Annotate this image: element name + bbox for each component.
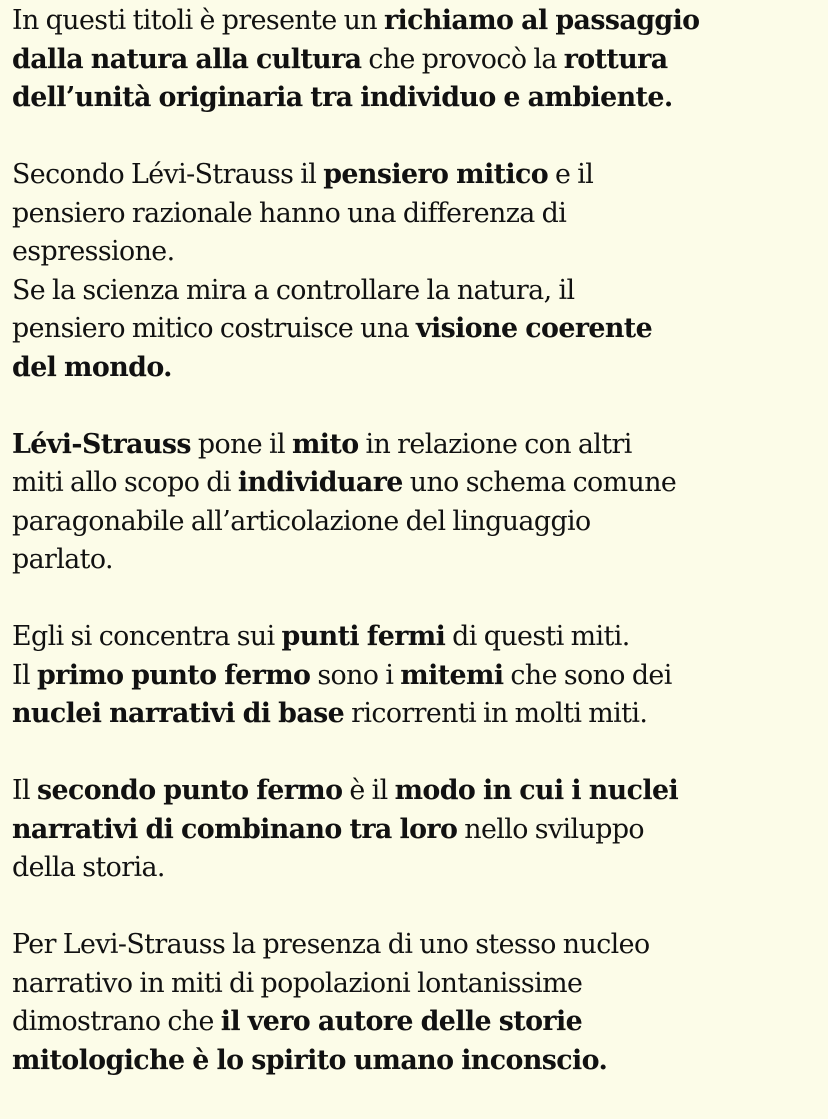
text-segment: che provocò la — [361, 43, 564, 75]
text-segment: narrativo in miti di popolazioni lontanissime — [12, 967, 583, 999]
text-line — [12, 811, 816, 850]
text-line — [12, 349, 816, 388]
bold-text: mito — [291, 428, 359, 460]
text-segment: sono i — [310, 659, 401, 691]
bold-text: punti fermi — [281, 621, 446, 652]
text-segment: parlato. — [12, 544, 113, 575]
bold-text: Lévi-Strauss — [12, 428, 191, 460]
bold-text: visione coerente — [415, 313, 653, 344]
text-segment: pensiero razionale hanno una differenza di — [12, 197, 567, 229]
text-line — [12, 965, 816, 1004]
text-segment: Se la scienza mira a controllare la natura, il — [12, 274, 575, 306]
text-line — [12, 541, 816, 580]
text-line — [12, 156, 816, 195]
text-line — [12, 195, 816, 234]
bold-text: narrativi di combinano tra loro — [12, 813, 458, 845]
text-line — [12, 79, 816, 118]
text-segment: in relazione con altri — [358, 428, 632, 460]
bold-text: modo in cui i nuclei — [394, 775, 679, 806]
text-line — [12, 426, 816, 465]
text-segment: Secondo Lévi-Strauss il — [12, 159, 324, 190]
paragraph-5 — [12, 772, 820, 888]
text-line — [12, 926, 816, 965]
text-line — [12, 772, 816, 811]
text-segment: di questi miti. — [445, 621, 630, 652]
text-segment: dimostrano che — [12, 1006, 221, 1037]
paragraph-4 — [12, 618, 820, 734]
text-segment: uno schema comune — [402, 467, 677, 498]
text-line — [12, 618, 816, 657]
text-line — [12, 657, 816, 696]
text-line — [12, 695, 816, 734]
bold-text: nuclei narrativi di base — [12, 698, 345, 729]
bold-text: dalla natura alla cultura — [12, 43, 362, 75]
bold-text: pensiero mitico — [323, 159, 549, 190]
bold-text: secondo punto fermo — [36, 775, 343, 806]
bold-text: mitemi — [400, 659, 504, 691]
bold-text: il vero autore delle storie — [220, 1006, 583, 1037]
bold-text: rottura — [563, 43, 668, 75]
text-line — [12, 464, 816, 503]
bold-text: del mondo. — [12, 351, 172, 383]
text-line — [12, 2, 816, 41]
document-body — [12, 0, 820, 1119]
text-segment: Egli si concentra sui — [12, 621, 282, 652]
text-segment: Il — [12, 659, 37, 691]
text-segment: espressione. — [12, 236, 175, 267]
bold-text: individuare — [237, 467, 403, 498]
text-line — [12, 310, 816, 349]
text-line — [12, 503, 816, 542]
text-segment: Per Levi-Strauss la presenza di uno stesso nucleo — [12, 929, 650, 960]
text-segment: miti allo scopo di — [12, 467, 238, 498]
paragraph-1 — [12, 2, 820, 118]
text-segment: Il — [12, 775, 37, 806]
paragraph-6 — [12, 926, 820, 1080]
text-segment: paragonabile all’articolazione del linguaggio — [12, 505, 591, 537]
text-segment: pone il — [190, 428, 292, 460]
text-segment: nello sviluppo — [457, 813, 645, 845]
text-segment: è il — [342, 775, 395, 806]
text-segment: che sono dei — [503, 659, 672, 691]
bold-text: dell’unità originaria tra individuo e ambiente. — [12, 82, 673, 113]
text-segment: In questi titoli è presente un — [12, 5, 384, 36]
text-line — [12, 1042, 816, 1081]
text-segment: della storia. — [12, 852, 165, 883]
text-segment: e il — [548, 159, 594, 190]
text-line — [12, 1003, 816, 1042]
text-line — [12, 41, 816, 80]
text-segment: pensiero mitico costruisce una — [12, 313, 416, 344]
text-line — [12, 233, 816, 272]
bold-text: richiamo al passaggio — [383, 5, 700, 36]
text-line — [12, 272, 816, 311]
paragraph-3 — [12, 426, 820, 580]
paragraph-2 — [12, 156, 820, 387]
bold-text: mitologiche è lo spirito umano inconscio. — [12, 1044, 608, 1076]
text-segment: ricorrenti in molti miti. — [344, 698, 648, 729]
text-line — [12, 849, 816, 888]
bold-text: primo punto fermo — [36, 659, 311, 691]
